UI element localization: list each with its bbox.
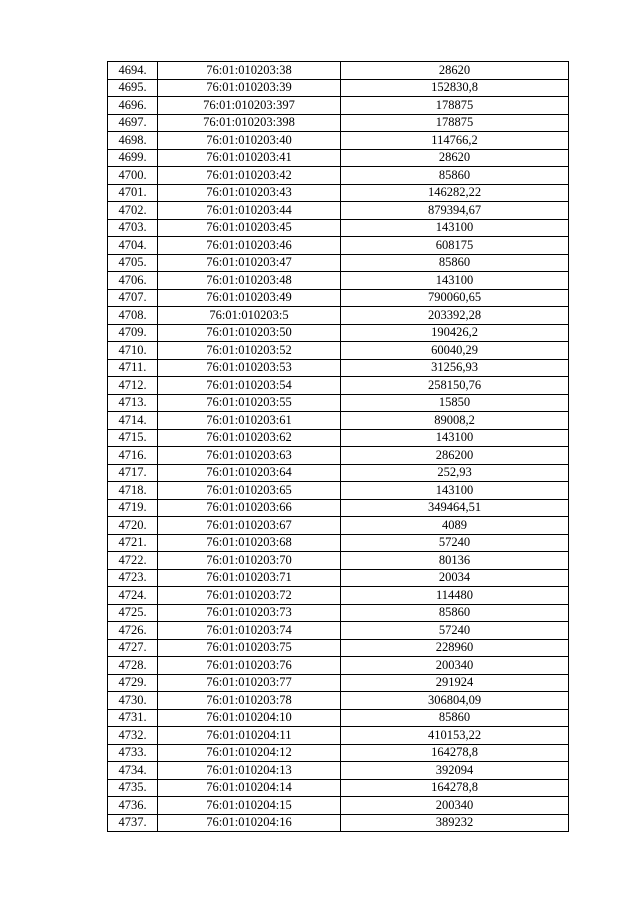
row-number-cell: 4712.: [108, 377, 158, 395]
table-row: [108, 814, 569, 832]
value-cell: 143100: [341, 482, 569, 500]
table-row: [108, 604, 569, 622]
cadastral-number-cell: 76:01:010203:38: [158, 62, 341, 80]
cadastral-number-cell: 76:01:010203:77: [158, 674, 341, 692]
table-row: [108, 499, 569, 517]
row-number-cell: 4723.: [108, 569, 158, 587]
row-number-cell: 4721.: [108, 534, 158, 552]
value-cell: 286200: [341, 447, 569, 465]
cadastral-number-cell: 76:01:010203:64: [158, 464, 341, 482]
value-cell: 291924: [341, 674, 569, 692]
cadastral-number-cell: 76:01:010203:71: [158, 569, 341, 587]
table-row: [108, 552, 569, 570]
row-number-cell: 4733.: [108, 744, 158, 762]
table-row: [108, 762, 569, 780]
row-number-cell: 4709.: [108, 324, 158, 342]
table-row: [108, 744, 569, 762]
value-cell: 143100: [341, 219, 569, 237]
cadastral-number-cell: 76:01:010203:39: [158, 79, 341, 97]
cadastral-number-cell: 76:01:010203:49: [158, 289, 341, 307]
value-cell: 143100: [341, 429, 569, 447]
row-number-cell: 4726.: [108, 622, 158, 640]
row-number-cell: 4711.: [108, 359, 158, 377]
table-row: [108, 359, 569, 377]
table-row: [108, 254, 569, 272]
value-cell: 85860: [341, 604, 569, 622]
table-row: [108, 622, 569, 640]
cadastral-number-cell: 76:01:010203:68: [158, 534, 341, 552]
cadastral-number-cell: 76:01:010203:48: [158, 272, 341, 290]
value-cell: 410153,22: [341, 727, 569, 745]
table-row: [108, 429, 569, 447]
cadastral-number-cell: 76:01:010203:5: [158, 307, 341, 325]
row-number-cell: 4708.: [108, 307, 158, 325]
value-cell: 143100: [341, 272, 569, 290]
value-cell: 114480: [341, 587, 569, 605]
row-number-cell: 4710.: [108, 342, 158, 360]
value-cell: 28620: [341, 149, 569, 167]
value-cell: 164278,8: [341, 744, 569, 762]
value-cell: 790060,65: [341, 289, 569, 307]
row-number-cell: 4699.: [108, 149, 158, 167]
table-row: [108, 219, 569, 237]
row-number-cell: 4737.: [108, 814, 158, 832]
value-cell: 349464,51: [341, 499, 569, 517]
value-cell: 80136: [341, 552, 569, 570]
cadastral-number-cell: 76:01:010203:74: [158, 622, 341, 640]
value-cell: 146282,22: [341, 184, 569, 202]
row-number-cell: 4704.: [108, 237, 158, 255]
table-row: [108, 394, 569, 412]
value-cell: 178875: [341, 114, 569, 132]
table-row: [108, 639, 569, 657]
value-cell: 190426,2: [341, 324, 569, 342]
value-cell: 89008,2: [341, 412, 569, 430]
value-cell: 392094: [341, 762, 569, 780]
row-number-cell: 4695.: [108, 79, 158, 97]
table-row: [108, 709, 569, 727]
cadastral-number-cell: 76:01:010203:73: [158, 604, 341, 622]
row-number-cell: 4703.: [108, 219, 158, 237]
row-number-cell: 4718.: [108, 482, 158, 500]
cadastral-number-cell: 76:01:010204:11: [158, 727, 341, 745]
cadastral-number-cell: 76:01:010203:67: [158, 517, 341, 535]
value-cell: 252,93: [341, 464, 569, 482]
value-cell: 152830,8: [341, 79, 569, 97]
table-row: [108, 132, 569, 150]
row-number-cell: 4716.: [108, 447, 158, 465]
row-number-cell: 4696.: [108, 97, 158, 115]
table-row: [108, 464, 569, 482]
cadastral-number-cell: 76:01:010203:52: [158, 342, 341, 360]
cadastral-number-cell: 76:01:010203:75: [158, 639, 341, 657]
cadastral-number-cell: 76:01:010203:53: [158, 359, 341, 377]
value-cell: 85860: [341, 709, 569, 727]
table-row: [108, 272, 569, 290]
value-cell: 60040,29: [341, 342, 569, 360]
table-row: [108, 779, 569, 797]
row-number-cell: 4713.: [108, 394, 158, 412]
row-number-cell: 4714.: [108, 412, 158, 430]
row-number-cell: 4732.: [108, 727, 158, 745]
value-cell: 164278,8: [341, 779, 569, 797]
cadastral-number-cell: 76:01:010203:398: [158, 114, 341, 132]
value-cell: 57240: [341, 622, 569, 640]
table-row: [108, 727, 569, 745]
cadastral-number-cell: 76:01:010203:55: [158, 394, 341, 412]
value-cell: 4089: [341, 517, 569, 535]
cadastral-number-cell: 76:01:010203:70: [158, 552, 341, 570]
cadastral-number-cell: 76:01:010203:62: [158, 429, 341, 447]
cadastral-number-cell: 76:01:010203:47: [158, 254, 341, 272]
table-row: [108, 79, 569, 97]
table-row: [108, 202, 569, 220]
value-cell: 57240: [341, 534, 569, 552]
table-row: [108, 237, 569, 255]
cadastral-number-cell: 76:01:010203:42: [158, 167, 341, 185]
table-row: [108, 114, 569, 132]
row-number-cell: 4720.: [108, 517, 158, 535]
cadastral-number-cell: 76:01:010203:65: [158, 482, 341, 500]
table-row: [108, 447, 569, 465]
row-number-cell: 4734.: [108, 762, 158, 780]
table-row: [108, 517, 569, 535]
cadastral-number-cell: 76:01:010203:76: [158, 657, 341, 675]
value-cell: 31256,93: [341, 359, 569, 377]
table-row: [108, 342, 569, 360]
value-cell: 85860: [341, 167, 569, 185]
table-row: [108, 587, 569, 605]
cadastral-number-cell: 76:01:010203:397: [158, 97, 341, 115]
row-number-cell: 4735.: [108, 779, 158, 797]
row-number-cell: 4706.: [108, 272, 158, 290]
cadastral-number-cell: 76:01:010204:16: [158, 814, 341, 832]
table-row: [108, 97, 569, 115]
row-number-cell: 4722.: [108, 552, 158, 570]
value-cell: 389232: [341, 814, 569, 832]
cadastral-number-cell: 76:01:010203:44: [158, 202, 341, 220]
table-row: [108, 289, 569, 307]
table-row: [108, 324, 569, 342]
table-row: [108, 482, 569, 500]
table-row: [108, 377, 569, 395]
cadastral-number-cell: 76:01:010203:45: [158, 219, 341, 237]
cadastral-number-cell: 76:01:010203:41: [158, 149, 341, 167]
cadastral-number-cell: 76:01:010203:78: [158, 692, 341, 710]
table-row: [108, 167, 569, 185]
row-number-cell: 4717.: [108, 464, 158, 482]
table-row: [108, 569, 569, 587]
cadastral-number-cell: 76:01:010204:13: [158, 762, 341, 780]
cadastral-number-cell: 76:01:010203:63: [158, 447, 341, 465]
cadastral-number-cell: 76:01:010204:12: [158, 744, 341, 762]
cadastral-number-cell: 76:01:010204:14: [158, 779, 341, 797]
table-row: [108, 692, 569, 710]
cadastral-number-cell: 76:01:010203:40: [158, 132, 341, 150]
cadastral-number-cell: 76:01:010203:61: [158, 412, 341, 430]
value-cell: 258150,76: [341, 377, 569, 395]
row-number-cell: 4715.: [108, 429, 158, 447]
cadastral-number-cell: 76:01:010203:54: [158, 377, 341, 395]
row-number-cell: 4700.: [108, 167, 158, 185]
value-cell: 879394,67: [341, 202, 569, 220]
row-number-cell: 4701.: [108, 184, 158, 202]
row-number-cell: 4697.: [108, 114, 158, 132]
cadastral-number-cell: 76:01:010203:72: [158, 587, 341, 605]
value-cell: 203392,28: [341, 307, 569, 325]
row-number-cell: 4702.: [108, 202, 158, 220]
value-cell: 114766,2: [341, 132, 569, 150]
row-number-cell: 4698.: [108, 132, 158, 150]
value-cell: 200340: [341, 657, 569, 675]
table-body: [108, 62, 569, 832]
row-number-cell: 4728.: [108, 657, 158, 675]
table-row: [108, 307, 569, 325]
cadastral-number-cell: 76:01:010204:10: [158, 709, 341, 727]
table-row: [108, 797, 569, 815]
cadastral-number-cell: 76:01:010203:46: [158, 237, 341, 255]
table-row: [108, 184, 569, 202]
value-cell: 178875: [341, 97, 569, 115]
row-number-cell: 4724.: [108, 587, 158, 605]
value-cell: 20034: [341, 569, 569, 587]
row-number-cell: 4707.: [108, 289, 158, 307]
table-row: [108, 657, 569, 675]
value-cell: 200340: [341, 797, 569, 815]
value-cell: 228960: [341, 639, 569, 657]
table-row: [108, 674, 569, 692]
cadastral-number-cell: 76:01:010204:15: [158, 797, 341, 815]
table-row: [108, 534, 569, 552]
row-number-cell: 4705.: [108, 254, 158, 272]
value-cell: 608175: [341, 237, 569, 255]
value-cell: 15850: [341, 394, 569, 412]
cadastral-value-table: [107, 61, 569, 832]
row-number-cell: 4725.: [108, 604, 158, 622]
cadastral-number-cell: 76:01:010203:43: [158, 184, 341, 202]
row-number-cell: 4731.: [108, 709, 158, 727]
cadastral-number-cell: 76:01:010203:66: [158, 499, 341, 517]
row-number-cell: 4730.: [108, 692, 158, 710]
row-number-cell: 4729.: [108, 674, 158, 692]
value-cell: 28620: [341, 62, 569, 80]
table-row: [108, 149, 569, 167]
value-cell: 306804,09: [341, 692, 569, 710]
row-number-cell: 4719.: [108, 499, 158, 517]
row-number-cell: 4694.: [108, 62, 158, 80]
row-number-cell: 4736.: [108, 797, 158, 815]
value-cell: 85860: [341, 254, 569, 272]
table-row: [108, 412, 569, 430]
cadastral-number-cell: 76:01:010203:50: [158, 324, 341, 342]
row-number-cell: 4727.: [108, 639, 158, 657]
table-row: [108, 62, 569, 80]
